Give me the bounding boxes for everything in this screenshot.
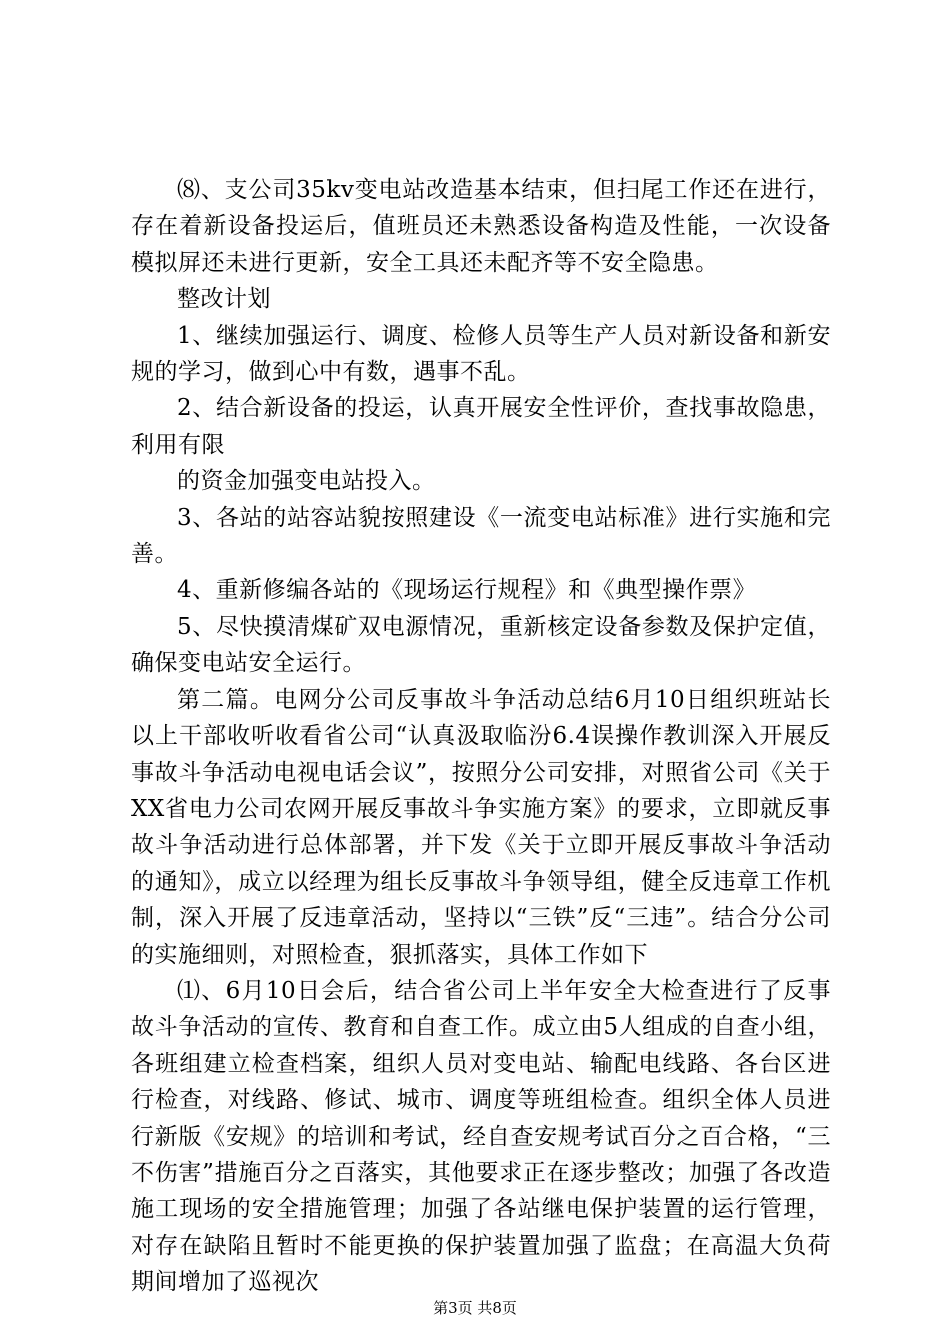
paragraph-10: ⑴、6月10日会后，结合省公司上半年安全大检查进行了反事故斗争活动的宣传、教育和自查工作。成立由5人组成的自查小组，各班组建立检查档案，组织人员对变电站、输配电线路、各台区进行检查，对线路、修试、城市、调度等班组检查。组织全体人员进行新版《安规》的培训和考试，经自查安规考试百分之百合格，“三不伤害”措施百分之百落实，其他要求正在逐步整改；加强了各改造施工现场的安全措施管理；加强了各站继电保护装置的运行管理，对存在缺陷且暂时不能更换的保护装置加强了监盘；在高温大负荷期间增加了巡视次 [131, 977, 831, 1296]
paragraph-3: 1、继续加强运行、调度、检修人员等生产人员对新设备和新安规的学习，做到心中有数，遇事不乱。 [131, 322, 831, 386]
paragraph-6: 3、各站的站容站貌按照建设《一流变电站标准》进行实施和完善。 [131, 504, 831, 568]
paragraph-1: ⑻、支公司35kv变电站改造基本结束，但扫尾工作还在进行，存在着新设备投运后，值班员还未熟悉设备构造及性能，一次设备模拟屏还未进行更新，安全工具还未配齐等不安全隐患。 [131, 177, 831, 276]
page-footer: 第3页 共8页 [433, 1299, 517, 1317]
paragraph-4: 2、结合新设备的投运，认真开展安全性评价，查找事故隐患，利用有限 [131, 395, 831, 458]
paragraph-heading-rectification-plan: 整改计划 [177, 286, 271, 313]
paragraph-8: 5、尽快摸清煤矿双电源情况，重新核定设备参数及保护定值，确保变电站安全运行。 [131, 613, 831, 677]
paragraph-9: 第二篇。电网分公司反事故斗争活动总结6月10日组织班站长以上干部收听收看省公司“认真汲取临汾6.4误操作教训深入开展反事故斗争活动电视电话会议”，按照分公司安排，对照省公司《关于XX省电力公司农网开展反事故斗争实施方案》的要求，立即就反事故斗争活动进行总体部署，并下发《关于立即开展反事故斗争活动的通知》，成立以经理为组长反事故斗争领导组，健全反违章工作机制，深入开展了反违章活动，坚持以“三铁”反“三违”。结合分公司的实施细则，对照检查，狠抓落实，具体工作如下 [131, 686, 831, 968]
paragraph-7: 4、重新修编各站的《现场运行规程》和《典型操作票》 [177, 577, 757, 604]
paragraph-5: 的资金加强变电站投入。 [177, 468, 436, 495]
document-body [131, 172, 831, 1301]
